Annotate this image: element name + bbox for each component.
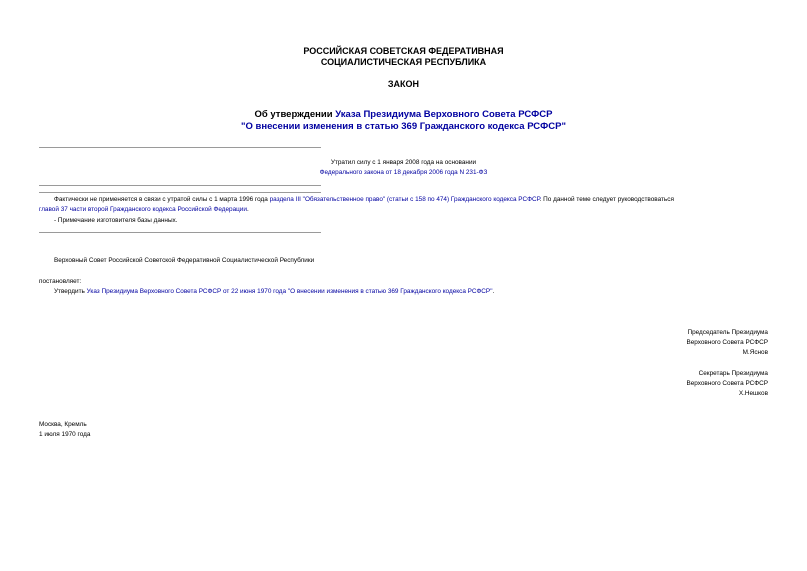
- chair-name: М.Яснов: [742, 349, 768, 356]
- status-note-text: Утратил силу с 1 января 2008 года на основании: [330, 159, 477, 166]
- resolution-suffix: .: [492, 288, 495, 295]
- issuer-text: Верховный Совет Российской Советской Федеративной Социалистической Республики: [54, 257, 315, 264]
- resolves-text: постановляет:: [39, 278, 82, 285]
- separator-rule: [39, 192, 321, 193]
- header-line-2: СОЦИАЛИСТИЧЕСКАЯ РЕСПУБЛИКА: [320, 57, 487, 67]
- document-title: [0, 109, 807, 121]
- place-text: Москва, Кремль: [39, 421, 87, 428]
- editor-note-text-2: . По данной теме следует руководствоваться: [539, 196, 674, 203]
- status-note-link-line: [0, 168, 807, 178]
- editor-note-footnote: - Примечание изготовителя базы данных.: [54, 217, 178, 224]
- date-text: 1 июля 1970 года: [39, 431, 91, 438]
- chair-title-1: Председатель Президиума: [687, 329, 768, 336]
- secretary-name: Х.Нешков: [738, 390, 768, 397]
- title-link-decree[interactable]: Указа Президиума Верховного Совета РСФСР: [335, 109, 553, 120]
- secretary-title-1: Секретарь Президиума: [698, 370, 768, 377]
- header-line-1: РОССИЙСКАЯ СОВЕТСКАЯ ФЕДЕРАТИВНАЯ: [303, 46, 504, 56]
- title-link-decree-name[interactable]: "О внесении изменения в статью 369 Гражданского кодекса РСФСР": [241, 121, 566, 132]
- editor-note-text-3: .: [246, 206, 249, 213]
- separator-rule: [39, 185, 321, 186]
- document-type: ЗАКОН: [387, 79, 420, 89]
- editor-note-text-1: Фактически не применяется в связи с утратой силы с 1 марта 1996 года: [54, 196, 270, 203]
- resolution-prefix: Утвердить: [54, 288, 87, 295]
- secretary-title-2: Верховного Совета РСФСР: [686, 380, 768, 387]
- editor-note-link-1[interactable]: раздела III "Обязательственное право" (статьи с 158 по 474) Гражданского кодекса РСФСР: [269, 196, 540, 203]
- editor-note-line-1: [54, 195, 674, 205]
- separator-rule: [39, 147, 321, 148]
- document-title-line-2: [0, 121, 807, 133]
- title-prefix: Об утверждении: [254, 109, 336, 120]
- resolution-decree-link[interactable]: Указ Президиума Верховного Совета РСФСР от 22 июня 1970 года "О внесении изменения в статью 369 Гражданского кодекса РСФСР": [86, 288, 493, 295]
- separator-rule: [39, 232, 321, 233]
- editor-note-line-2: [39, 205, 249, 215]
- resolution-text: [54, 287, 494, 297]
- chair-title-2: Верховного Совета РСФСР: [686, 339, 768, 346]
- editor-note-link-2[interactable]: главой 37 части второй Гражданского кодекса Российской Федерации: [39, 206, 247, 213]
- status-note-link[interactable]: Федерального закона от 18 декабря 2006 года N 231-ФЗ: [319, 169, 488, 176]
